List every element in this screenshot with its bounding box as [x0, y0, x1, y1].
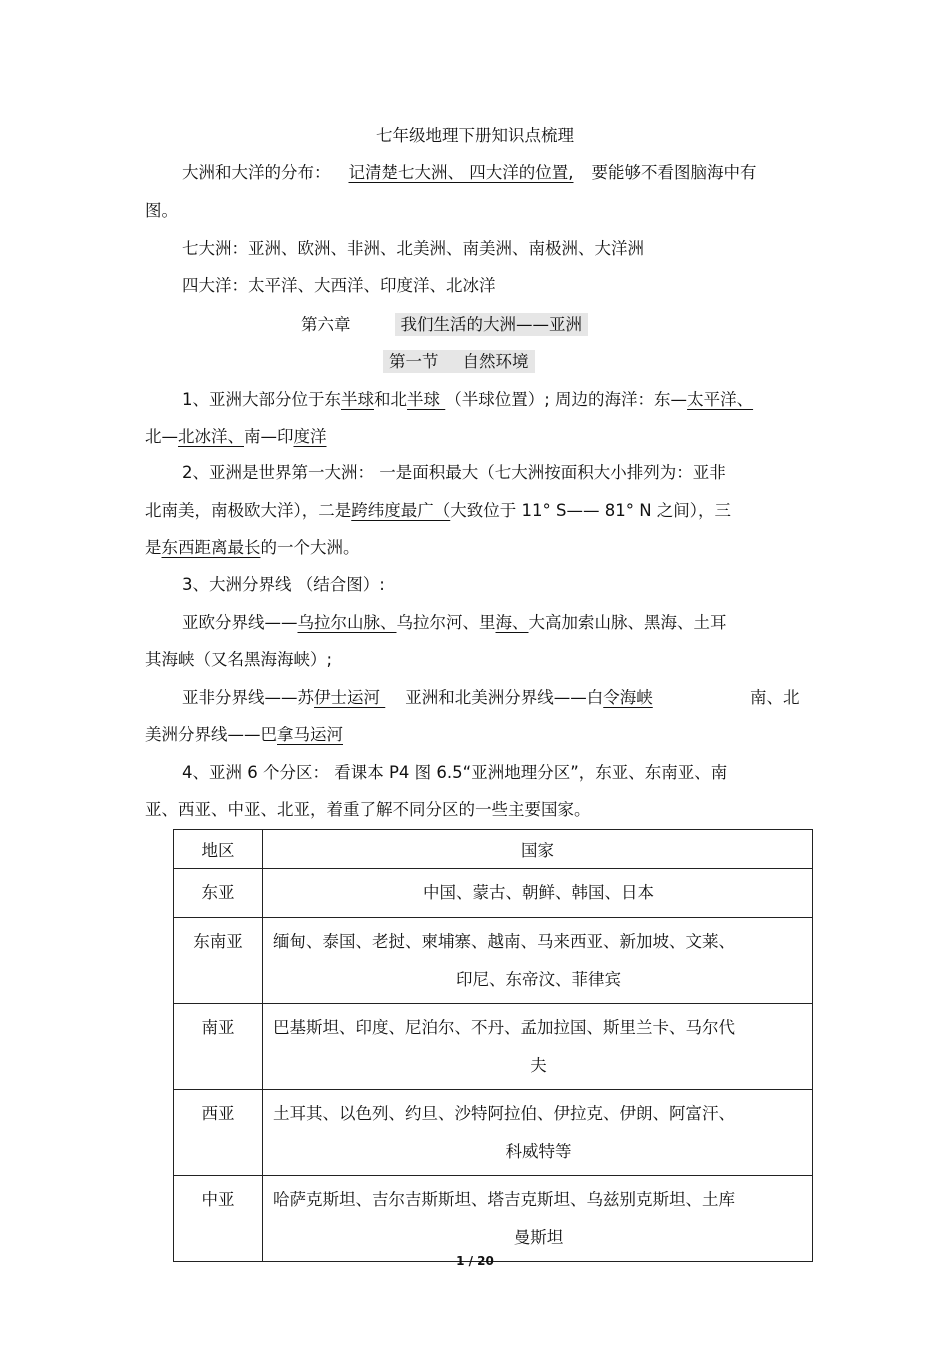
region-cell: 西亚	[174, 1090, 263, 1176]
point-1-line-1: 1、亚洲大部分位于东半球和北半球 （半球位置）; 周边的海洋：东—太平洋、	[182, 390, 754, 409]
region-cell: 东亚	[174, 869, 263, 918]
countries-cell: 土耳其、以色列、约旦、沙特阿拉伯、伊拉克、伊朗、阿富汗、 科威特等	[263, 1090, 813, 1176]
section-title: 第一节 自然环境	[383, 350, 535, 373]
chapter-number: 第六章	[301, 315, 351, 334]
asia-europe-boundary-line-2: 其海峡（又名黑海海峡）;	[145, 650, 333, 669]
table-header-row	[174, 830, 813, 869]
table-header-countries: 国家	[263, 830, 813, 869]
point-1-line-2: 北—北冰洋、南—印度洋	[145, 427, 327, 446]
point-4-line-2: 亚、西亚、中亚、北亚，着重了解不同分区的一些主要国家。	[145, 800, 591, 819]
countries-cell: 哈萨克斯坦、吉尔吉斯斯坦、塔吉克斯坦、乌兹别克斯坦、土库 曼斯坦	[263, 1176, 813, 1262]
region-cell: 南亚	[174, 1004, 263, 1090]
asia-europe-boundary-line-1: 亚欧分界线——乌拉尔山脉、乌拉尔河、里海、大高加索山脉、黑海、土耳	[182, 613, 727, 632]
asia-regions-table	[173, 829, 813, 1262]
table-row	[174, 1176, 813, 1262]
continents-list: 七大洲：亚洲、欧洲、非洲、北美洲、南美洲、南极洲、大洋洲	[182, 239, 644, 258]
intro-underlined: 记清楚七大洲、 四大洋的位置,	[348, 163, 574, 182]
countries-cell: 巴基斯坦、印度、尼泊尔、不丹、孟加拉国、斯里兰卡、马尔代 夫	[263, 1004, 813, 1090]
point-2-line-2: 北南美，南极欧大洋），二是跨纬度最广（大致位于 11° S—— 81° N 之间），三	[145, 501, 732, 520]
boundaries-line-3: 亚非分界线——苏伊士运河 亚洲和北美洲分界线——白令海峡	[182, 688, 653, 707]
intro-text: 要能够不看图脑海中有	[591, 163, 757, 182]
section-heading	[383, 351, 535, 373]
intro-text: 大洲和大洋的分布：	[182, 163, 331, 182]
point-2-line-1: 2、亚洲是世界第一大洲： 一是面积最大（七大洲按面积大小排列为：亚非	[182, 463, 726, 482]
countries-cell: 中国、蒙古、朝鲜、韩国、日本	[263, 869, 813, 918]
boundaries-line-3-right: 南、北	[750, 688, 800, 707]
page-title: 七年级地理下册知识点梳理	[376, 126, 574, 145]
intro-paragraph-line-2: 图。	[145, 201, 178, 220]
oceans-list: 四大洋：太平洋、大西洋、印度洋、北冰洋	[182, 276, 496, 295]
table-row	[174, 1090, 813, 1176]
region-cell: 中亚	[174, 1176, 263, 1262]
chapter-name: 我们生活的大洲——亚洲	[395, 313, 589, 336]
region-cell: 东南亚	[174, 918, 263, 1004]
point-2-line-3: 是东西距离最长的一个大洲。	[145, 538, 360, 557]
point-3-heading: 3、大洲分界线 （结合图）:	[182, 575, 385, 594]
boundaries-line-4: 美洲分界线——巴拿马运河	[145, 725, 343, 744]
table-row	[174, 918, 813, 1004]
page-number: 1 / 20	[456, 1254, 494, 1268]
table-row	[174, 869, 813, 918]
chapter-heading	[301, 314, 588, 336]
intro-paragraph-line-1	[182, 162, 757, 184]
point-4-line-1: 4、亚洲 6 个分区： 看课本 P4 图 6.5“亚洲地理分区”，东亚、东南亚、南	[182, 763, 728, 782]
countries-cell: 缅甸、泰国、老挝、柬埔寨、越南、马来西亚、新加坡、文莱、 印尼、东帝汶、菲律宾	[263, 918, 813, 1004]
table-header-region: 地区	[174, 830, 263, 869]
table-row	[174, 1004, 813, 1090]
